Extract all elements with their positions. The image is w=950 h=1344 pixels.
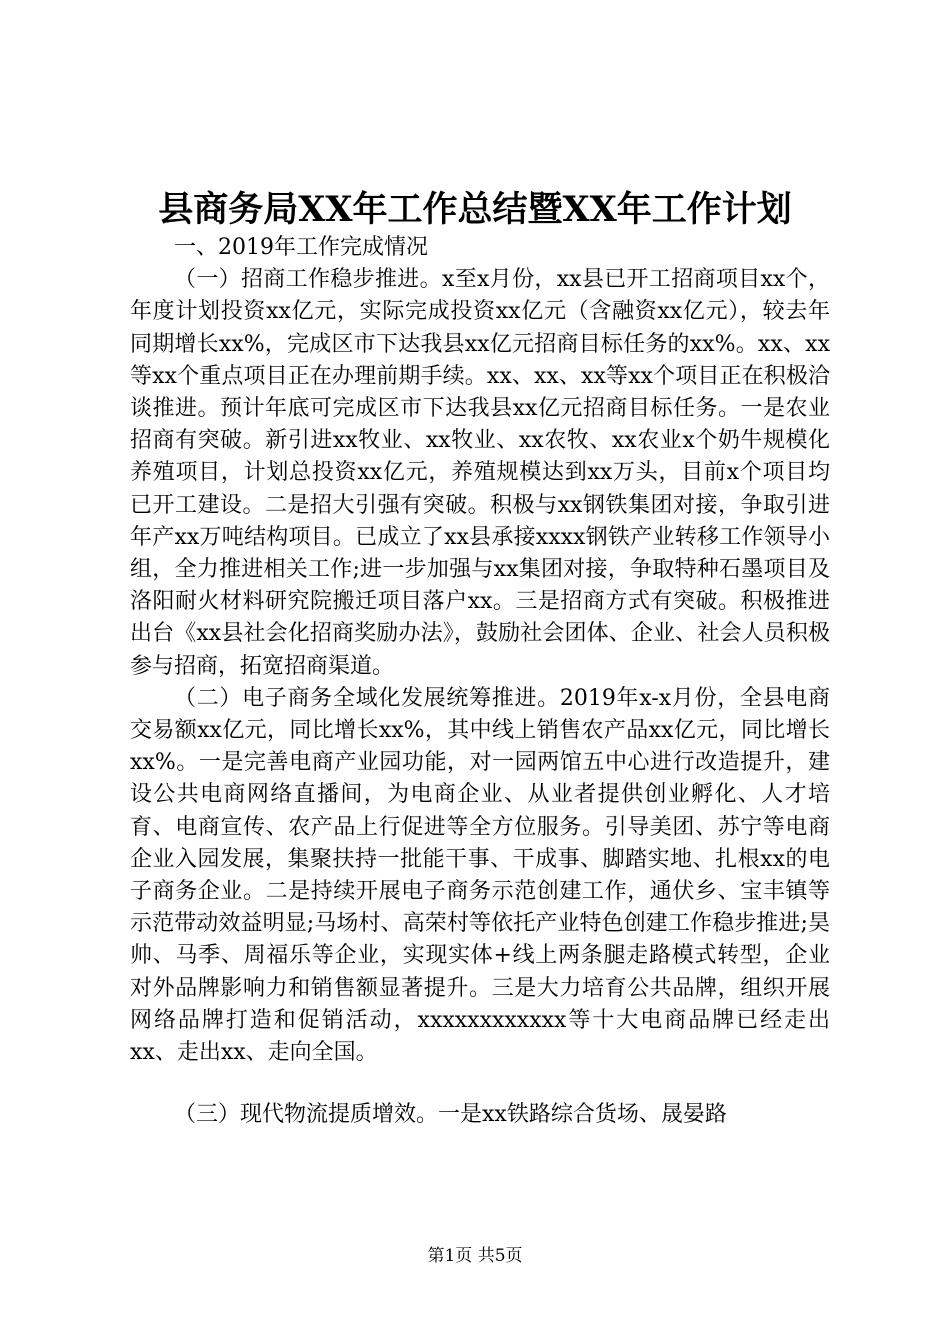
page-footer: 第1页 共5页: [427, 1246, 523, 1266]
section-heading: 一、2019年工作完成情况: [174, 235, 428, 260]
paragraph-3: （三）现代物流提质增效。一是xx铁路综合货场、晟晏路: [174, 1102, 727, 1128]
document-title: 县商务局XX年工作总结暨XX年工作计划: [158, 189, 792, 230]
paragraph-1: （一）招商工作稳步推进。x至x月份，xx县已开工招商项目xx个，年度计划投资xx亿元，实际完成投资xx亿元（含融资xx亿元），较去年同期增长xx%，完成区市下达我县xx亿元招商目标任务的xx%。xx、xx等xx个重点项目正在办理前期手续。xx、xx、xx等xx个项目正在积极洽谈推进。预计年底可完成区市下达我县xx亿元招商目标任务。一是农业招商有突破。新引进xx牧业、xx牧业、xx农牧、xx农业x个奶牛规模化养殖项目，计划总投资xx亿元，养殖规模达到xx万头，目前x个项目均已开工建设。二是招大引强有突破。积极与xx钢铁集团对接，争取引进年产xx万吨结构项目。已成立了xx县承接xxxx钢铁产业转移工作领导小组，全力推进相关工作;进一步加强与xx集团对接，争取特种石墨项目及洛阳耐火材料研究院搬迁项目落户xx。三是招商方式有突破。积极推进出台《xx县社会化招商奖励办法》，鼓励社会团体、企业、社会人员积极参与招商，拓宽招商渠道。: [130, 267, 830, 679]
document-body: [130, 232, 830, 1131]
paragraph-gap: [130, 1069, 830, 1099]
paragraph-2: （二）电子商务全域化发展统筹推进。2019年x-x月份，全县电商交易额xx亿元，同比增长xx%，其中线上销售农产品xx亿元，同比增长xx%。一是完善电商产业园功能，对一园两馆五中心进行改造提升，建设公共电商网络直播间，为电商企业、从业者提供创业孵化、人才培育、电商宣传、农产品上行促进等全方位服务。引导美团、苏宁等电商企业入园发展，集聚扶持一批能干事、干成事、脚踏实地、扎根xx的电子商务企业。二是持续开展电子商务示范创建工作，通伏乡、宝丰镇等示范带动效益明显;马场村、高荣村等依托产业特色创建工作稳步推进;昊帅、马季、周福乐等企业，实现实体+线上两条腿走路模式转型，企业对外品牌影响力和销售额显著提升。三是大力培育公共品牌，组织开展网络品牌打造和促销活动，xxxxxxxxxxxx等十大电商品牌已经走出xx、走出xx、走向全国。: [130, 685, 830, 1066]
